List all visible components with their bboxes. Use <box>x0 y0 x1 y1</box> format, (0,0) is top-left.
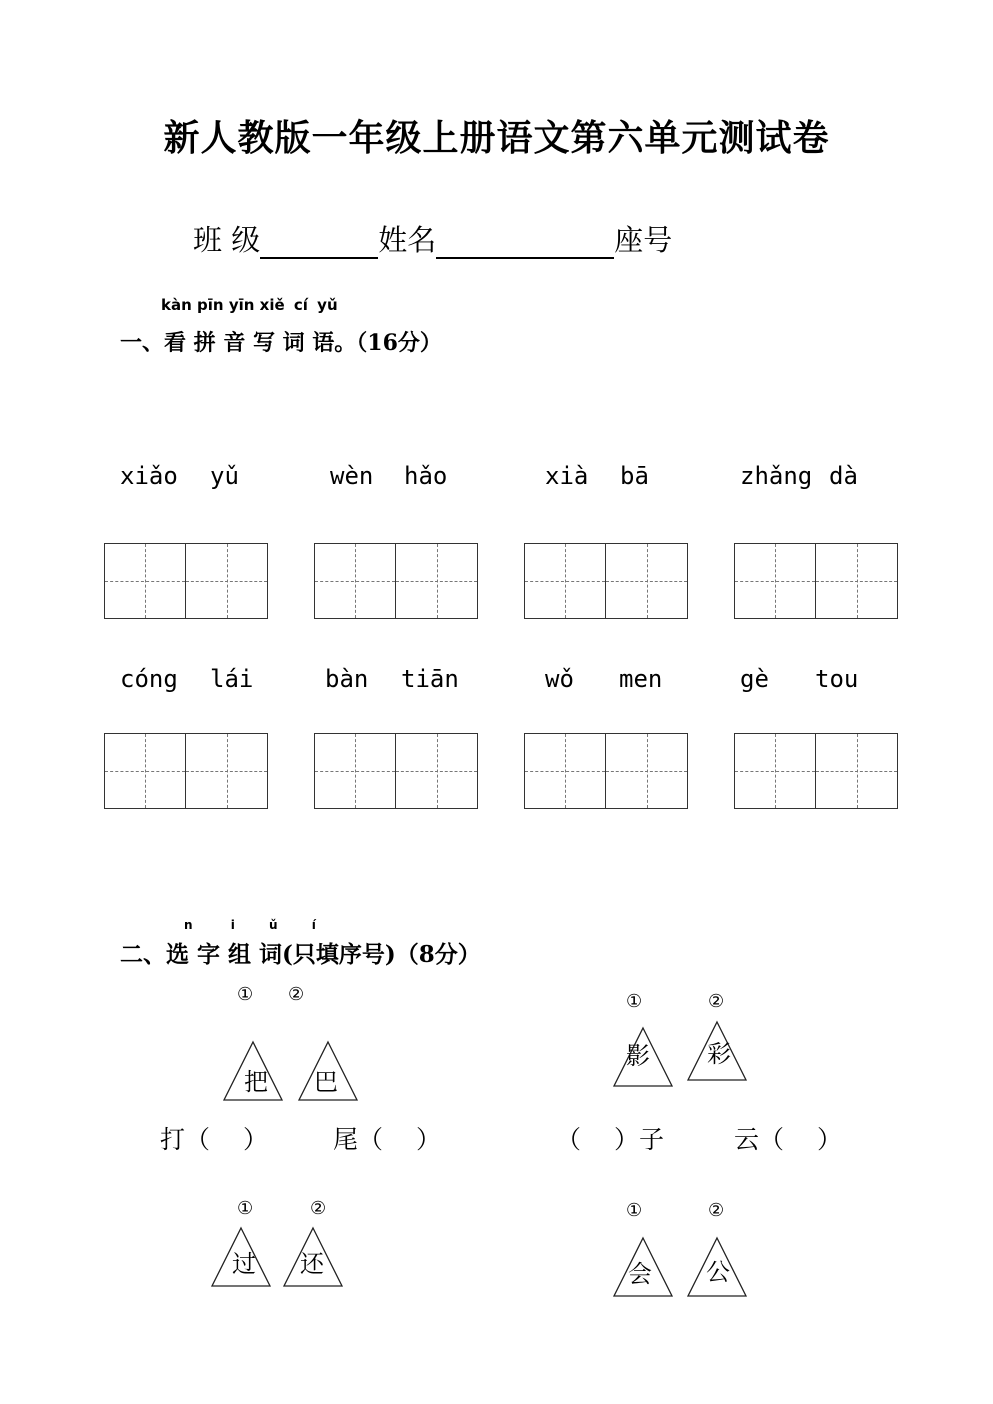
option-char: 影 <box>626 1042 650 1070</box>
pinyin-item: bàn <box>325 665 369 693</box>
option-char: 巴 <box>314 1068 338 1096</box>
writing-grid[interactable] <box>524 543 688 619</box>
section1-heading: 一、看 拼 音 写 词 语。（16分） <box>120 330 442 356</box>
option-number: ① <box>237 984 254 1005</box>
pinyin-item: dà <box>829 462 858 490</box>
fill-word[interactable]: 云（ ） <box>734 1125 842 1154</box>
writing-grid[interactable] <box>734 733 898 809</box>
writing-grid[interactable] <box>314 543 478 619</box>
pinyin-item: xià <box>545 462 589 490</box>
seat-label: 座号 <box>614 223 673 257</box>
option-number: ② <box>288 984 305 1005</box>
option-number: ① <box>237 1198 254 1219</box>
writing-grid[interactable] <box>104 543 268 619</box>
section2-heading: 二、选 字 组 词(只填序号)（8分） <box>120 941 481 968</box>
option-number: ② <box>310 1198 327 1219</box>
pinyin-item: zhǎng <box>740 462 813 490</box>
name-blank[interactable] <box>436 227 614 259</box>
writing-grid[interactable] <box>524 733 688 809</box>
option-char: 还 <box>300 1250 324 1278</box>
class-label: 班 级 <box>193 223 261 257</box>
writing-grid[interactable] <box>734 543 898 619</box>
writing-grid[interactable] <box>314 733 478 809</box>
page-title: 新人教版一年级上册语文第六单元测试卷 <box>163 117 830 159</box>
fill-word[interactable]: 打（ ） <box>160 1125 268 1154</box>
option-number: ① <box>626 991 643 1012</box>
pinyin-item: tiān <box>401 665 459 693</box>
section1-pinyin: kàn pīn yīn xiě cí yǔ <box>161 296 338 314</box>
pinyin-item: wǒ <box>545 665 574 693</box>
pinyin-item: gè <box>740 665 769 693</box>
option-number: ① <box>626 1200 643 1221</box>
pinyin-item: tou <box>815 665 859 693</box>
option-char: 会 <box>628 1260 652 1288</box>
option-char: 彩 <box>707 1040 731 1068</box>
pinyin-item: cóng <box>120 665 178 693</box>
info-line <box>193 218 672 259</box>
option-number: ② <box>708 1200 725 1221</box>
fill-word[interactable]: （ ）子 <box>556 1125 664 1154</box>
pinyin-item: lái <box>210 665 254 693</box>
fill-word[interactable]: 尾（ ） <box>333 1125 441 1154</box>
pinyin-item: men <box>619 665 663 693</box>
writing-grid[interactable] <box>104 733 268 809</box>
option-char: 把 <box>244 1068 268 1096</box>
option-char: 过 <box>232 1250 256 1278</box>
name-label: 姓名 <box>378 223 437 257</box>
pinyin-item: xiǎo <box>120 462 178 490</box>
option-number: ② <box>708 991 725 1012</box>
option-char: 公 <box>706 1258 730 1286</box>
pinyin-item: bā <box>620 462 649 490</box>
pinyin-item: wèn <box>330 462 374 490</box>
pinyin-item: yǔ <box>210 462 239 490</box>
section2-pinyin: n i ǔ í <box>184 918 316 932</box>
pinyin-item: hǎo <box>404 462 448 490</box>
class-blank[interactable] <box>260 227 378 259</box>
